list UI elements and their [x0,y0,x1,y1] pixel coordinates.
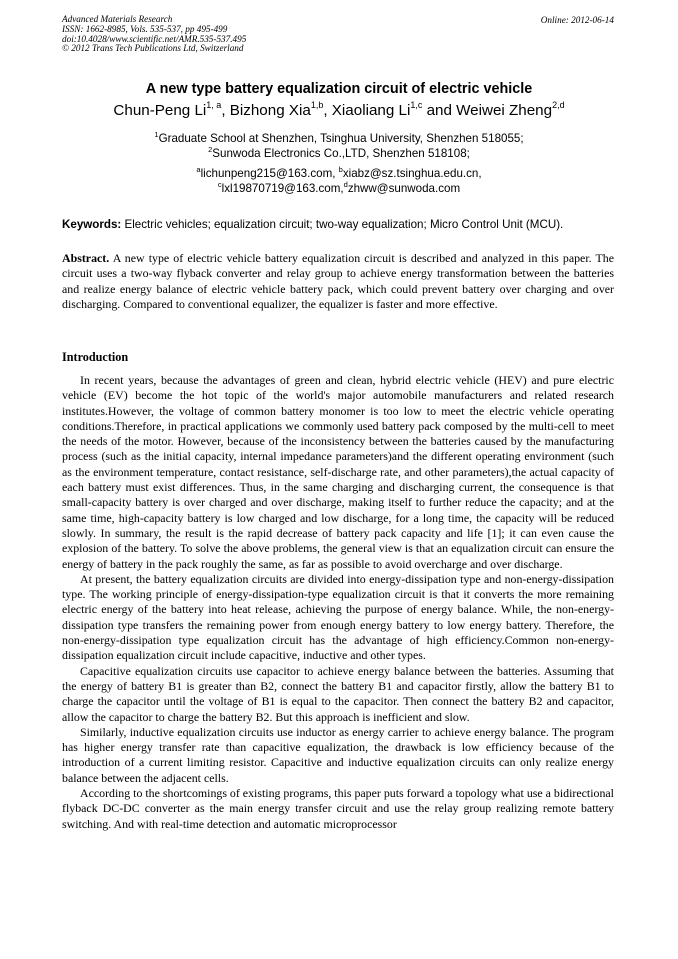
keywords-label: Keywords: [62,218,122,231]
author-name: Weiwei Zheng [456,102,553,119]
paragraph: Similarly, inductive equalization circuits use inductor as energy carrier to achieve energy balance. The program has higher energy transfer rate than capacitive equalization, the drawback is low efficiency because of the introduction of a current limiting resistor. Capacitive and inductive equalization circuits can only realize energy balance between the adjacent cells. [62,724,614,785]
author-list [0,102,678,119]
paper-title: A new type battery equalization circuit of electric vehicle [145,81,533,97]
abstract-text: A new type of electric vehicle battery equalization circuit is described and analyzed in this paper. The circuit uses a two-way flyback converter and relay group to achieve energy transformation between the batteries and realize energy balance of electric vehicle battery pack, which could prevent battery over charging and over discharging. Compared to conventional equalizer, the equalizer is faster and more effective. [62,251,614,311]
issn-line: ISSN: 1662-8985, Vols. 535-537, pp 495-499 [62,23,228,34]
affiliation-text: Graduate School at Shenzhen, Tsinghua University, Shenzhen 518055; [158,132,524,145]
email: lxl19870719@163.com, [221,182,344,195]
journal-meta [62,15,246,54]
author-separator: , [221,102,230,119]
email: lichunpeng215@163.com, [200,167,339,180]
keywords-text: Electric vehicles; equalization circuit; two-way equalization; Micro Control Unit (MCU). [121,218,564,231]
author-name: Bizhong Xia [229,102,311,119]
author-name: Xiaoliang Li [331,102,411,119]
section-heading: Introduction [62,350,129,364]
author-sup: 1, a [206,100,222,110]
email-sup: d [343,180,348,189]
email-sup: b [338,165,343,174]
abstract [62,251,614,312]
email: zhww@sunwoda.com [347,182,461,195]
paragraph: At present, the battery equalization circuits are divided into energy-dissipation type and non-energy-dissipation type. The working principle of energy-dissipation-type equalization circuit is that it converts the more remaining electric energy of the battery into heat release, achieving the purpose of energy balance. While, the non-energy-dissipation type transfers the remaining power from enough energy battery to low energy battery. Therefore, the non-energy-dissipation type equalization circuit has the advantage of high efficiency.Common non-energy-dissipation equalization circuit include capacitive, inductive and other types. [62,571,614,663]
journal-name: Advanced Materials Research [62,14,173,24]
email-line [0,166,678,181]
email-line [0,181,678,196]
author-and: and [422,102,457,119]
author-sup: 1,c [410,100,423,110]
affiliation-sup: 1 [154,130,159,139]
email-sup: a [196,165,201,174]
affiliation-text: Sunwoda Electronics Co.,LTD, Shenzhen 518108; [212,147,470,160]
abstract-label: Abstract. [62,251,110,265]
email: xiabz@sz.tsinghua.edu.cn, [342,167,482,180]
author-sup: 2,d [552,100,565,110]
keywords [62,218,622,231]
paragraph: Capacitive equalization circuits use capacitor to achieve energy balance between the batteries. Assuming that the energy of battery B1 is greater than B2, connect the battery B1 and capacitor firstly, allow the battery B1 to charge the capacitor until the voltage of B1 is equal to the capacitor. Then connect the battery B2 and capacitor, allow the capacitor to charge the battery B2. But this approach is inefficient and slow. [62,663,614,724]
affiliation [0,131,678,146]
copyright-line: © 2012 Trans Tech Publications Ltd, Switzerland [62,43,244,54]
affiliation-sup: 2 [208,145,213,154]
author-separator: , [323,102,332,119]
author-sup: 1,b [310,100,324,110]
paragraph: In recent years, because the advantages of green and clean, hybrid electric vehicle (HEV) and pure electric vehicle (EV) become the hot topic of the world's major automobile manufacturers and related research institutes.However, the voltage of common battery monomer is too low to meet the electric vehicle operating conditions.Therefore, in practical applications we commonly used battery pack composed by the multi-cell to meet the needs of the motor. However, because of the inconsistency between the batteries caused by the manufacturing process (such as the initial capacity, internal impedance parameters)and the different operating environment (such as the environment temperature, contact resistance, self-discharge rate, and other parameters),the actual capacity of each battery must exist differences. Thus, in the same charging and discharging current, the consequence is that small-capacity battery is over charged and over discharge, making itself to further reduce the capacity; and at the same time, high-capacity battery is low charged and low discharge, for a long time, the capacity will be reduced slowly. In summary, the result is the rapid decrease of battery pack capacity and life [1]; it can even cause the explosion of the battery. To solve the above problems, the general view is that an equalization circuit can ensure the energy of battery in the pack roughly the same, as far as possible to avoid overcharge and over discharge. [62,373,614,571]
body-text [62,373,614,832]
paragraph: According to the shortcomings of existing programs, this paper puts forward a topology what use a bidirectional flyback DC-DC converter as the main energy transfer circuit and use the relay group realizing remote battery switching. And with real-time detection and automatic microprocessor [62,786,614,831]
doi-line: doi:10.4028/www.scientific.net/AMR.535-537.495 [62,33,247,44]
affiliation [0,146,678,161]
author-name: Chun-Peng Li [113,102,207,119]
email-sup: c [217,180,222,189]
online-date: Online: 2012-06-14 [540,15,614,25]
